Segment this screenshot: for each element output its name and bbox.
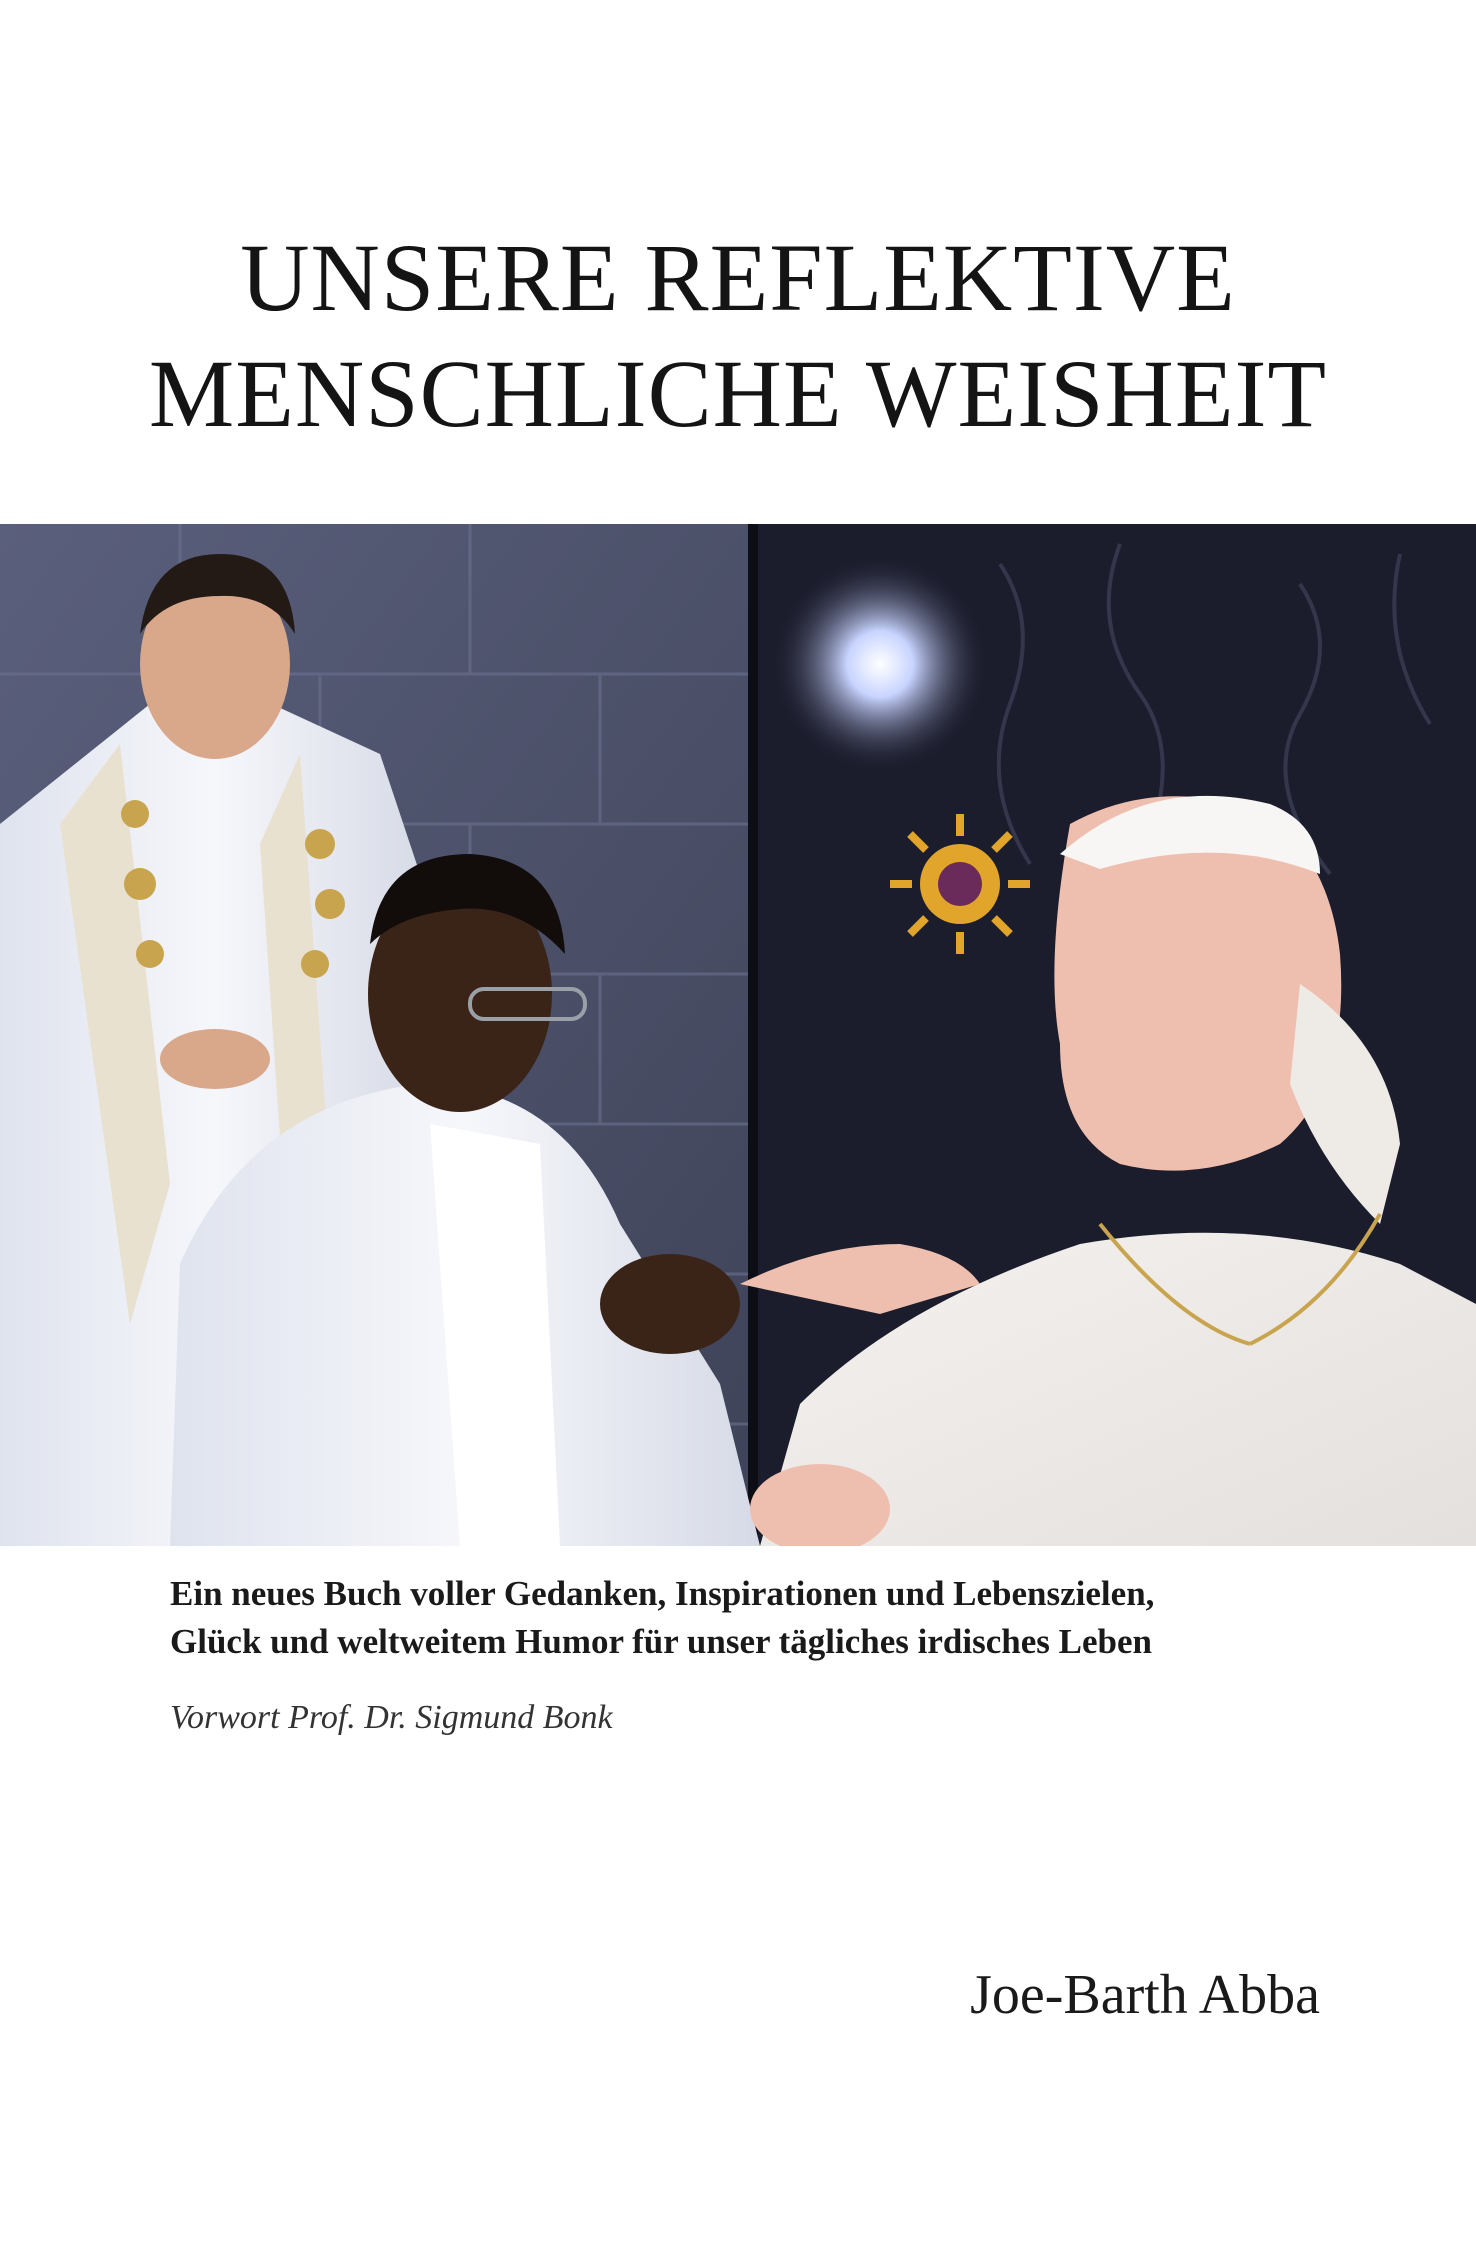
book-subtitle-line-1: Ein neues Buch voller Gedanken, Inspirationen und Lebenszielen,	[170, 1574, 1155, 1613]
book-subtitle-line-2: Glück und weltweitem Humor für unser tägliches irdisches Leben	[170, 1622, 1152, 1661]
book-title-line-1: UNSERE REFLEKTIVE	[240, 224, 1236, 331]
book-subtitle	[170, 1570, 1420, 1666]
author-name: Joe-Barth Abba	[970, 1964, 1320, 2026]
foreword-credit: Vorwort Prof. Dr. Sigmund Bonk	[170, 1699, 613, 1736]
book-title	[0, 220, 1476, 452]
book-title-line-2: MENSCHLICHE WEISHEIT	[148, 340, 1328, 447]
cover-photo	[0, 524, 1476, 1546]
